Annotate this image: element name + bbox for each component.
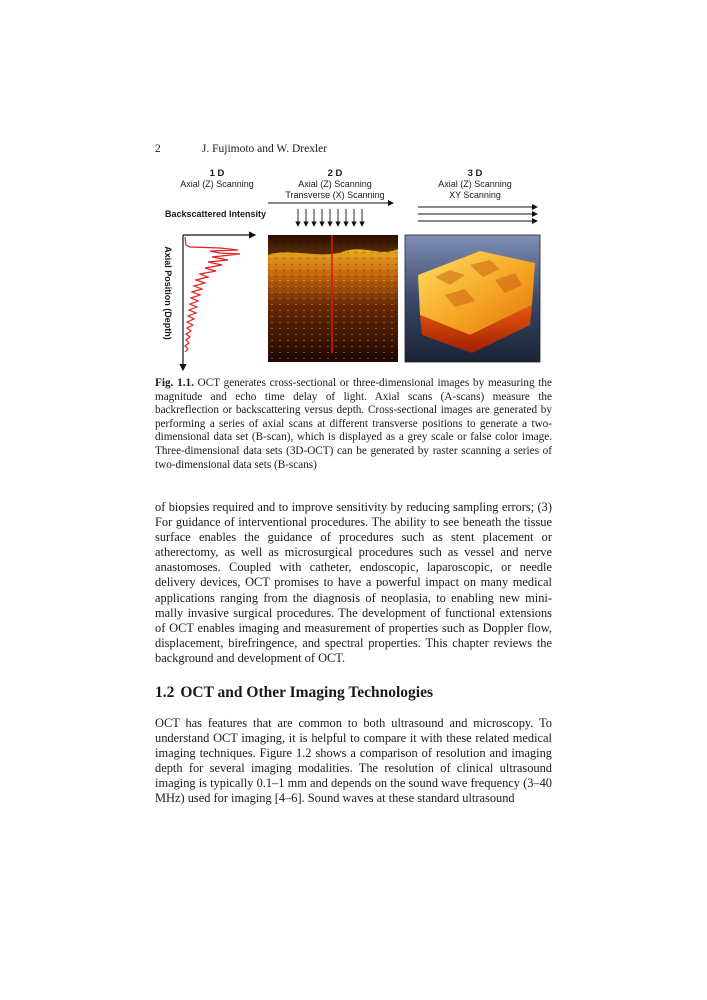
col3-line1: Axial (Z) Scanning — [438, 179, 512, 189]
section-number: 1.2 — [155, 684, 175, 701]
axial-position-label: Axial Position (Depth) — [163, 245, 173, 340]
running-header — [155, 143, 327, 155]
col3-line2: XY Scanning — [449, 190, 501, 200]
caption-label: Fig. 1.1. — [155, 377, 194, 389]
col2-line1: Axial (Z) Scanning — [298, 179, 372, 189]
body-paragraph-2: OCT has features that are common to both ultrasound and microscopy. To understand OCT imaging, it is helpful to compare it with these related medical imaging techniques. Figure 1.2 shows a comparison of resolution and imaging depth for several imaging modalities. The resolution of clinical ultrasound imaging is typically 0.1–1 mm and depends on the sound wave frequency (3–40 MHz) used for imaging [4–6]. Sound waves at these standard ultrasound — [155, 716, 552, 806]
section-heading — [155, 684, 433, 702]
running-authors: J. Fujimoto and W. Drexler — [201, 143, 328, 155]
figure-1-1 — [150, 165, 560, 375]
figure-graphics — [150, 165, 560, 375]
page-number: 2 — [155, 143, 161, 155]
col3-title: 3 D — [467, 168, 483, 179]
col1-title: 1 D — [209, 168, 225, 179]
col2-title: 2 D — [327, 168, 343, 179]
figure-caption — [155, 377, 552, 472]
a-scan-signal — [185, 237, 240, 352]
xy-scan-arrows — [418, 207, 537, 221]
axial-scan-arrows — [298, 209, 362, 226]
b-scan-image — [268, 235, 398, 362]
caption-text: OCT generates cross-sectional or three-dimensional images by measuring the magnitude and echo time delay of light. Axial scans (A-scans) measure the backreflection or backscattering versus depth. Cross-sectional images are generated by performing a series of axial scans at different transverse positions to generate a two-dimensional data set (B-scan), which is displayed as a grey scale or false color image. Three-dimensional data sets (3D-OCT) can be generated by raster scanning a series of two-dimensional data sets (B-scans) — [155, 377, 552, 471]
volume-render-image — [405, 235, 540, 362]
section-title: OCT and Other Imaging Technologies — [180, 684, 434, 701]
col2-line2: Transverse (X) Scanning — [285, 190, 385, 200]
body-paragraph-1: of biopsies required and to improve sensitivity by reducing sampling errors; (3) For guidance of interventional procedures. The ability to see beneath the tissue surface enables the guidance of procedures such as stent placement or atherectomy, as well as microsurgical procedures such as vessel and nerve anastomoses. Coupled with catheter, endoscopic, laparoscopic, or needle delivery devices, OCT promises to have a powerful impact on many medical applications ranging from the diagnosis of neoplasia, to enabling new minimally invasive surgical procedures. The development of functional extensions of OCT enables imaging and measurement of properties such as Doppler flow, displacement, birefringence, and spectral properties. This chapter reviews the background and development of OCT. — [155, 500, 552, 665]
backscatter-label: Backscattered Intensity — [165, 209, 267, 219]
col1-line1: Axial (Z) Scanning — [180, 179, 254, 189]
